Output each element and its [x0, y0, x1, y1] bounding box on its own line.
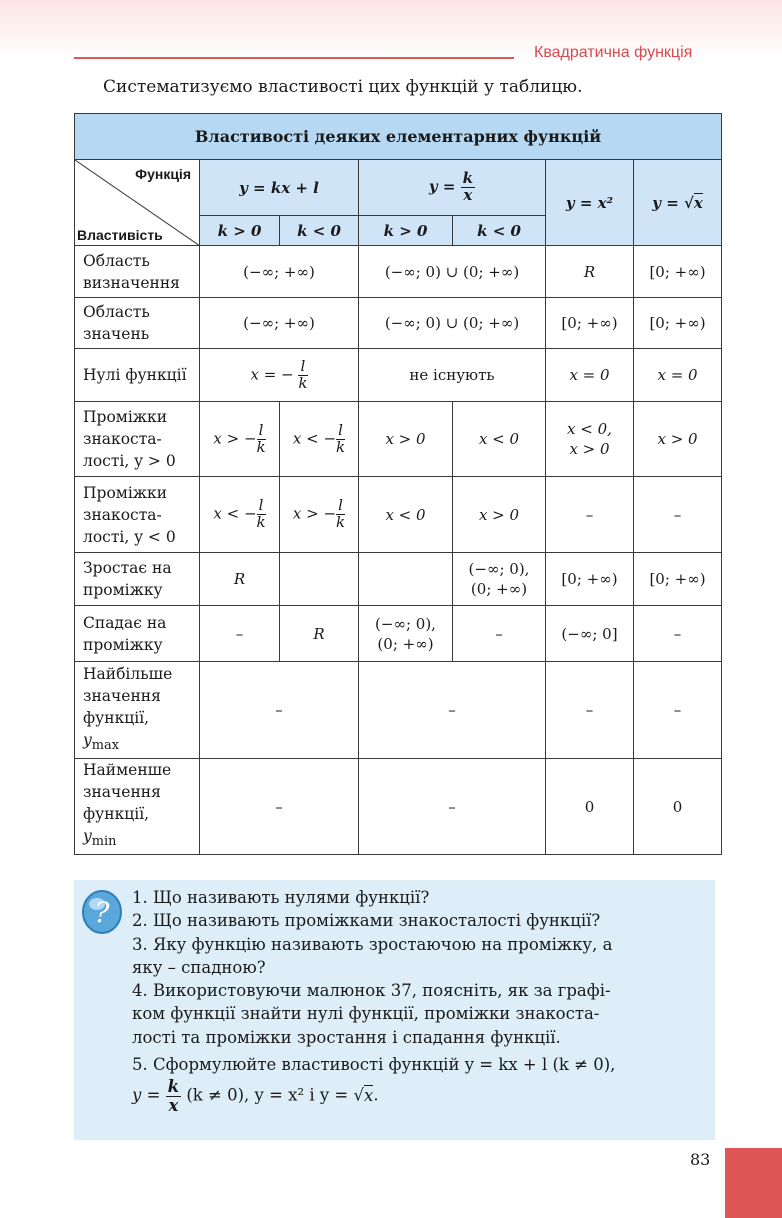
- label-line: значення: [83, 686, 161, 705]
- table-row: [75, 477, 722, 553]
- question-icon: [80, 888, 124, 936]
- cell-line: (0; +∞): [377, 634, 434, 653]
- label-sub: max: [91, 738, 119, 754]
- table-row: [75, 246, 722, 298]
- cell-line: x > 0: [569, 440, 610, 458]
- cell-dec-lin-kneg: R: [280, 606, 359, 662]
- cell-text: x < −: [213, 504, 257, 523]
- table-row: [75, 606, 722, 662]
- cell-min-sqrt: 0: [634, 759, 722, 855]
- question-3-cont: яку – спадною?: [132, 957, 266, 977]
- frac-den: x: [168, 1095, 179, 1115]
- fraction-l-k: [298, 356, 308, 392]
- label-line: функції,: [83, 805, 150, 824]
- table-row: [75, 553, 722, 606]
- cell-inc-lin-kneg: [280, 553, 359, 606]
- cell-zeros-square: x = 0: [546, 349, 634, 402]
- cell-max-hyper: –: [359, 662, 546, 759]
- page-corner-tab: [725, 1148, 782, 1218]
- frac-den: k: [298, 373, 308, 392]
- fraction-k-x: [461, 171, 475, 204]
- label-line: Найменше: [83, 761, 172, 780]
- cell-min-linear: –: [200, 759, 359, 855]
- frac-num: k: [462, 169, 474, 188]
- label-line: Найбільше: [83, 664, 173, 683]
- cell-max-linear: –: [200, 662, 359, 759]
- fraction-l-k: [256, 420, 266, 456]
- cell-line: (0; +∞): [470, 580, 528, 598]
- frac-num: l: [298, 359, 307, 376]
- cell-dec-lin-kpos: –: [200, 606, 280, 662]
- cell-text: x > −: [213, 429, 257, 447]
- cell-domain-square: R: [546, 246, 634, 298]
- row-label-domain: Область визначення: [75, 246, 200, 298]
- question-5-cont: [132, 1078, 710, 1114]
- label-line: функції,: [83, 708, 150, 727]
- cell-zeros-sqrt: x = 0: [634, 349, 722, 402]
- q5-text: .: [373, 1085, 379, 1105]
- cell-inc-hyp-kneg: [453, 553, 546, 606]
- table-title: Властивості деяких елементарних функцій: [75, 114, 722, 160]
- cell-domain-hyper: (−∞; 0) ∪ (0; +∞): [359, 246, 546, 298]
- frac-den: x: [463, 186, 473, 204]
- header-linear: y = kx + l: [200, 160, 359, 216]
- label-var: y: [83, 730, 92, 749]
- cell-neg-sqrt: –: [634, 477, 722, 553]
- cell-text: x > −: [292, 504, 337, 523]
- cell-pos-hyp-kneg: x < 0: [453, 402, 546, 477]
- table-header-row: [75, 160, 722, 216]
- header-hyper-prefix: y =: [428, 177, 456, 196]
- zeros-linear-text: x = −: [250, 365, 294, 383]
- cell-range-sqrt: [0; +∞): [634, 298, 722, 349]
- sqrt-arg: x: [364, 1085, 374, 1105]
- cell-inc-sqrt: [0; +∞): [634, 553, 722, 606]
- sub-hyper-kneg: k < 0: [453, 216, 546, 246]
- frac-den: k: [336, 513, 346, 531]
- svg-text:?: ?: [94, 896, 110, 929]
- questions-box: [74, 880, 715, 1140]
- cell-text: x < −: [292, 429, 337, 447]
- properties-table: [74, 113, 722, 855]
- sub-linear-kpos: k > 0: [200, 216, 280, 246]
- question-5: 5. Сформулюйте властивості функцій y = kx + l (k ≠ 0),: [132, 1055, 616, 1075]
- corner-property-label: Властивість: [77, 227, 163, 243]
- cell-neg-hyp-kneg: x > 0: [453, 477, 546, 553]
- cell-pos-lin-kneg: [280, 402, 359, 477]
- cell-dec-sqrt: –: [634, 606, 722, 662]
- cell-inc-hyp-kpos: [359, 553, 453, 606]
- frac-den: k: [256, 437, 266, 456]
- question-3: 3. Яку функцію називають зростаючою на проміжку, а: [132, 934, 613, 954]
- cell-pos-hyp-kpos: x > 0: [359, 402, 453, 477]
- cell-inc-lin-kpos: R: [200, 553, 280, 606]
- question-1: 1. Що називають нулями функції?: [132, 888, 430, 907]
- cell-pos-lin-kpos: [200, 402, 280, 477]
- row-label-positive: Проміжки знакоста- лості, y > 0: [75, 402, 200, 477]
- cell-line: (−∞; 0),: [468, 560, 530, 578]
- row-label-negative: Проміжки знакоста- лості, y < 0: [75, 477, 200, 553]
- sub-linear-kneg: k < 0: [280, 216, 359, 246]
- question-4: 4. Використовуючи малюнок 37, поясніть, як за графі-: [132, 981, 611, 1001]
- question-4-cont: лості та проміжки зростання і спадання функції.: [132, 1027, 561, 1047]
- corner-function-label: Функція: [135, 166, 191, 182]
- header-hyperbola: [359, 160, 546, 216]
- label-line: [83, 729, 196, 757]
- table-row: [75, 402, 722, 477]
- label-sub: min: [91, 834, 117, 850]
- cell-zeros-linear: [200, 349, 359, 402]
- cell-line: (−∞; 0),: [375, 614, 436, 633]
- fraction-l-k: [257, 498, 266, 531]
- fraction-k-x: [166, 1078, 181, 1114]
- row-label-zeros: Нулі функції: [75, 349, 200, 402]
- cell-dec-square: (−∞; 0]: [546, 606, 634, 662]
- cell-pos-square: [546, 402, 634, 477]
- cell-range-hyper: (−∞; 0) ∪ (0; +∞): [359, 298, 546, 349]
- cell-inc-square: [0; +∞): [546, 553, 634, 606]
- cell-dec-hyp-kpos: [359, 606, 453, 662]
- frac-num: l: [257, 498, 266, 515]
- header-sqrt-prefix: y =: [652, 193, 679, 212]
- table-row: [75, 759, 722, 855]
- corner-cell: [75, 160, 200, 246]
- cell-pos-sqrt: x > 0: [634, 402, 722, 477]
- cell-zeros-hyper: не існують: [359, 349, 546, 402]
- label-line: значення: [83, 783, 161, 802]
- cell-max-sqrt: –: [634, 662, 722, 759]
- header-rule: [74, 57, 514, 59]
- table-title-row: [75, 114, 722, 160]
- sub-hyper-kpos: k > 0: [359, 216, 453, 246]
- cell-domain-sqrt: [0; +∞): [634, 246, 722, 298]
- question-2: 2. Що називають проміжками знакосталості функції?: [132, 911, 601, 931]
- row-label-max: [75, 662, 200, 759]
- cell-neg-hyp-kpos: x < 0: [359, 477, 453, 553]
- frac-den: k: [336, 437, 346, 456]
- cell-dec-hyp-kneg: –: [453, 606, 546, 662]
- label-line: [83, 825, 196, 853]
- cell-neg-square: –: [546, 477, 634, 553]
- table-row: [75, 349, 722, 402]
- sqrt-symbol: √: [684, 193, 694, 212]
- cell-min-hyper: –: [359, 759, 546, 855]
- cell-domain-linear: (−∞; +∞): [200, 246, 359, 298]
- table-row: [75, 662, 722, 759]
- cell-line: x < 0,: [567, 420, 612, 438]
- label-var: y: [83, 827, 92, 846]
- header-sqrt: [634, 160, 722, 246]
- questions-list: [132, 886, 710, 1114]
- fraction-l-k: [336, 420, 346, 456]
- cell-neg-lin-kneg: [280, 477, 359, 553]
- row-label-increasing: Зростає на проміжку: [75, 553, 200, 606]
- cell-range-linear: (−∞; +∞): [200, 298, 359, 349]
- row-label-decreasing: Спадає на проміжку: [75, 606, 200, 662]
- q5-text: y =: [132, 1085, 161, 1105]
- cell-neg-lin-kpos: [200, 477, 280, 553]
- header-square: y = x²: [546, 160, 634, 246]
- sqrt-arg: x: [693, 193, 703, 212]
- running-header: Квадратична функція: [534, 44, 693, 61]
- q5-text: (k ≠ 0), y = x² і y =: [186, 1085, 349, 1105]
- page-number: 83: [690, 1150, 711, 1169]
- cell-max-square: –: [546, 662, 634, 759]
- intro-text: Систематизуємо властивості цих функцій у таблицю.: [103, 77, 583, 97]
- frac-den: k: [256, 513, 266, 531]
- row-label-min: [75, 759, 200, 855]
- fraction-l-k: [336, 498, 345, 531]
- frac-num: l: [336, 423, 345, 440]
- frac-num: l: [336, 498, 345, 515]
- frac-num: l: [257, 423, 266, 440]
- table-row: [75, 298, 722, 349]
- row-label-range: Область значень: [75, 298, 200, 349]
- sqrt-symbol: √: [353, 1085, 364, 1105]
- cell-range-square: [0; +∞): [546, 298, 634, 349]
- frac-num: k: [167, 1077, 180, 1097]
- cell-min-square: 0: [546, 759, 634, 855]
- question-4-cont: ком функції знайти нулі функції, проміжки знакоста-: [132, 1004, 600, 1024]
